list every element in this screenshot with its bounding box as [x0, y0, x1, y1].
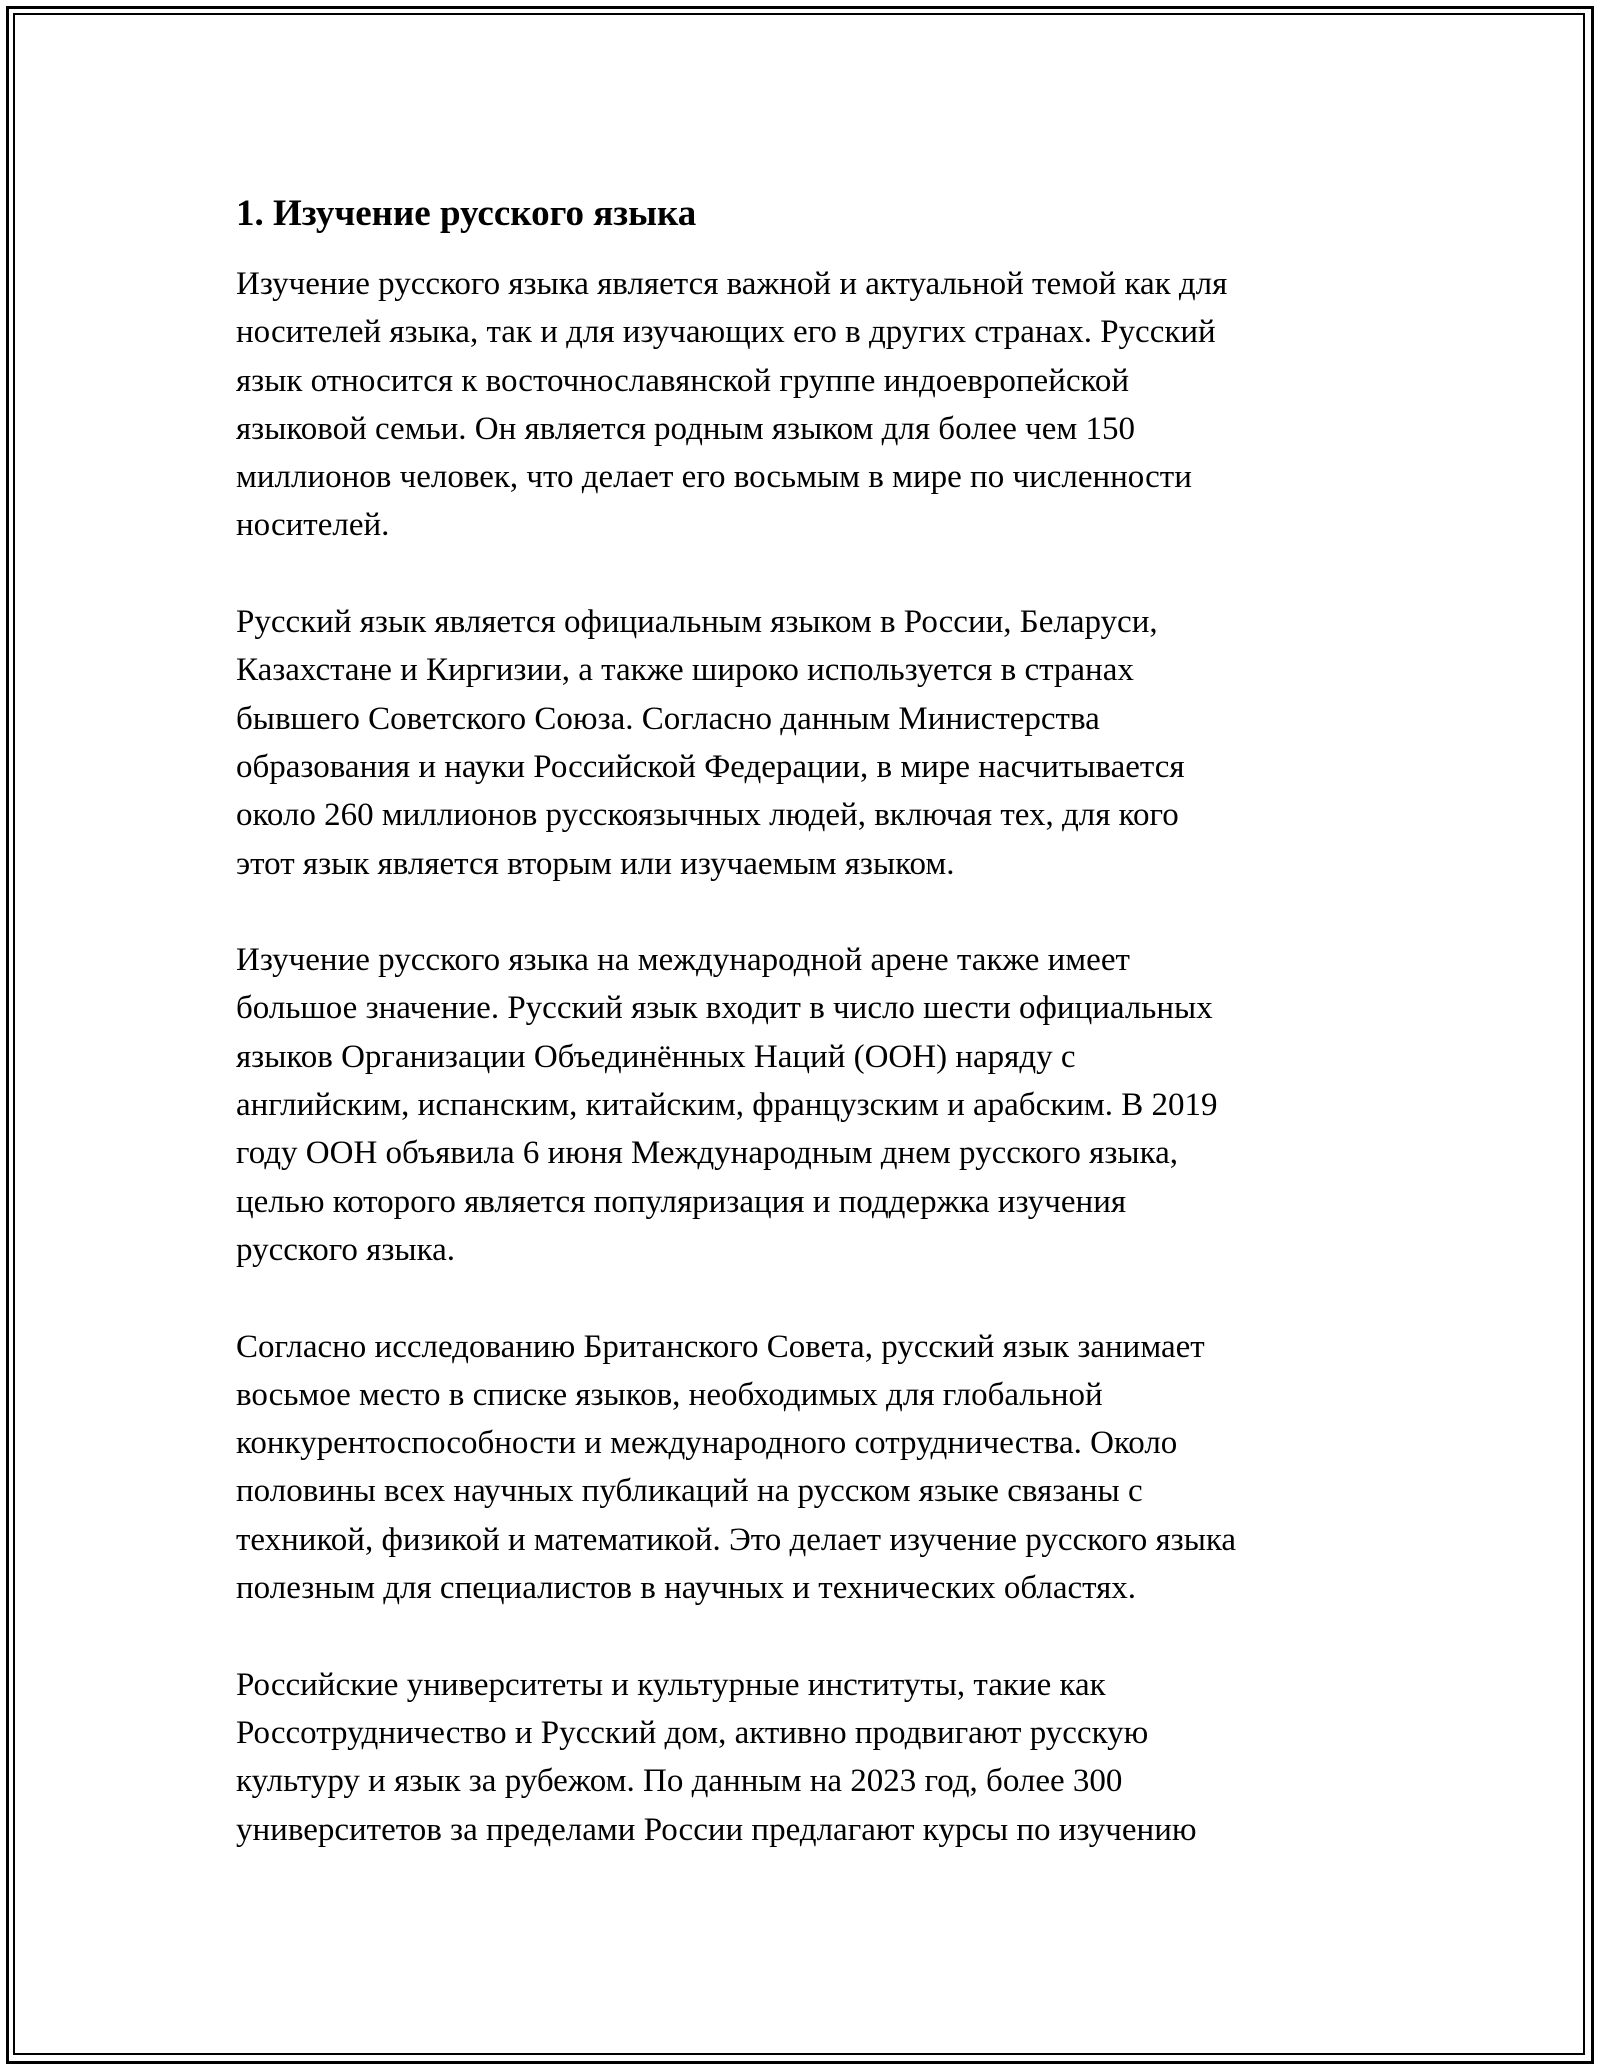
- text-line: конкурентоспособности и международного сотрудничества. Около: [236, 1425, 1178, 1462]
- text-line: Изучение русского языка является важной и актуальной темой как для: [236, 266, 1228, 302]
- paragraph-5: [236, 1661, 1386, 1854]
- text-line: этот язык является вторым или изучаемым языком.: [236, 845, 955, 882]
- paragraph-2: [236, 598, 1386, 888]
- text-line: образования и науки Российской Федерации, в мире насчитывается: [236, 748, 1185, 785]
- section-heading: 1. Изучение русского языка: [236, 193, 697, 234]
- text-line: половины всех научных публикаций на русском языке связаны с: [236, 1473, 1143, 1510]
- text-line: около 260 миллионов русскоязычных людей, включая тех, для кого: [236, 797, 1179, 834]
- text-line: миллионов человек, что делает его восьмым в мире по численности: [236, 459, 1192, 496]
- text-line: Казахстане и Киргизии, а также широко используется в странах: [236, 652, 1134, 689]
- text-line: университетов за пределами России предлагают курсы по изучению: [236, 1811, 1197, 1848]
- text-line: году ООН объявила 6 июня Международным днем русского языка,: [236, 1135, 1178, 1172]
- text-line: языковой семьи. Он является родным языком для более чем 150: [236, 410, 1136, 447]
- text-line: Изучение русского языка на международной арене также имеет: [236, 942, 1130, 979]
- text-line: Русский язык является официальным языком в России, Беларуси,: [236, 604, 1158, 641]
- text-line: Российские университеты и культурные институты, такие как: [236, 1666, 1106, 1703]
- text-line: бывшего Советского Союза. Согласно данным Министерства: [236, 700, 1100, 737]
- text-line: культуру и язык за рубежом. По данным на 2023 год, более 300: [236, 1763, 1123, 1800]
- text-line: техникой, физикой и математикой. Это делает изучение русского языка: [236, 1521, 1237, 1558]
- text-line: восьмое место в списке языков, необходимых для глобальной: [236, 1376, 1103, 1413]
- paragraph-3: [236, 936, 1386, 1274]
- text-line: целью которого является популяризация и поддержка изучения: [236, 1183, 1127, 1220]
- text-line: Россотрудничество и Русский дом, активно продвигают русскую: [236, 1714, 1149, 1751]
- text-line: Согласно исследованию Британского Совета, русский язык занимает: [236, 1328, 1205, 1365]
- text-line: полезным для специалистов в научных и технических областях.: [236, 1570, 1137, 1607]
- text-line: русского языка.: [236, 1231, 455, 1268]
- paragraph-4: [236, 1323, 1386, 1613]
- paragraph-1: [236, 260, 1386, 550]
- text-line: носителей языка, так и для изучающих его в других странах. Русский: [236, 314, 1216, 351]
- document-body: [236, 190, 1386, 1902]
- text-line: носителей.: [236, 507, 390, 544]
- text-line: большое значение. Русский язык входит в число шести официальных: [236, 990, 1213, 1027]
- text-line: язык относится к восточнославянской группе индоевропейской: [236, 362, 1130, 399]
- text-line: языков Организации Объединённых Наций (ООН) наряду с: [236, 1038, 1076, 1075]
- text-line: английским, испанским, китайским, французским и арабским. В 2019: [236, 1087, 1218, 1124]
